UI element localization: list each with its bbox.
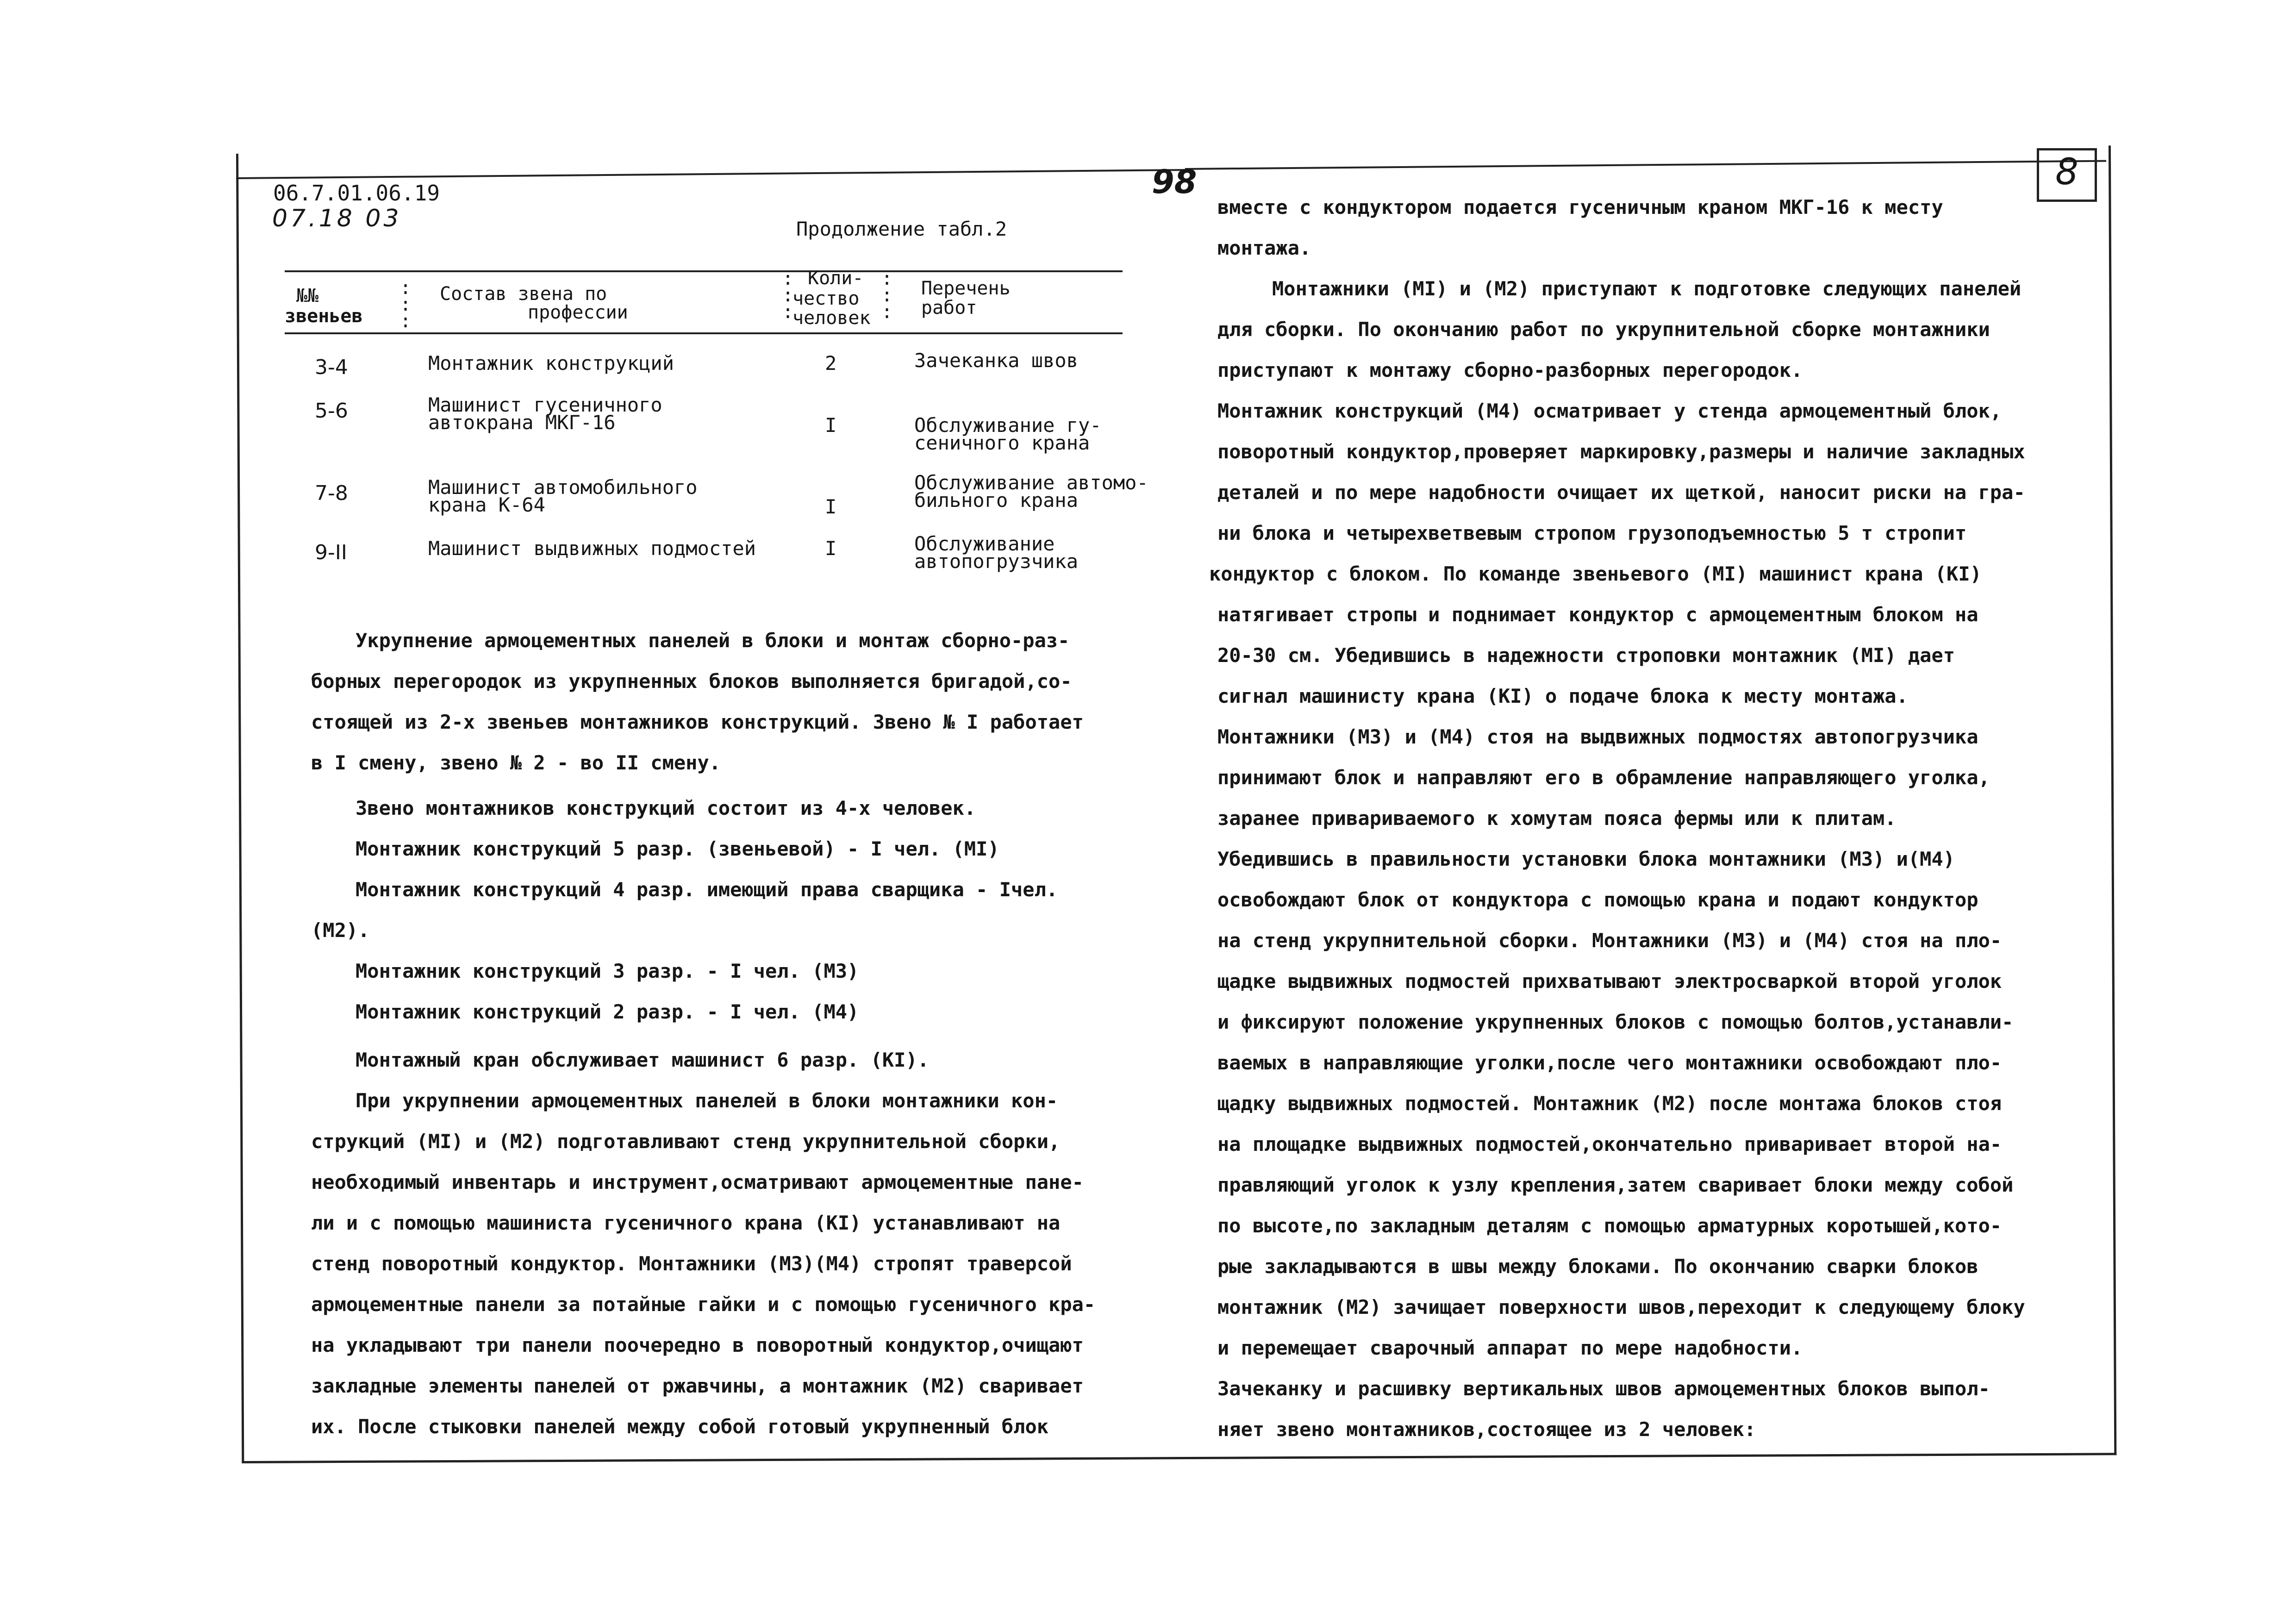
row-work: Зачеканка швов <box>914 349 1079 372</box>
header-no-line2: звеньев <box>285 306 363 327</box>
right-text-line: монтажа. <box>1217 237 1311 259</box>
left-text-line: ли и с помощью машиниста гусеничного крана (КI) устанавливают на <box>311 1212 1061 1234</box>
header-work-line2: работ <box>921 297 977 319</box>
sheet-number-box <box>2037 148 2097 202</box>
header-prof-line2: профессии <box>528 302 628 323</box>
row-work: Обслуживание гу- сеничного крана <box>914 414 1102 454</box>
right-text-line: 20-30 см. Убедившись в надежности строповки монтажник (МI) дает <box>1217 644 1955 667</box>
header-separator: : : : <box>782 268 794 323</box>
document-code-handwritten: 07.18 03 <box>272 205 402 232</box>
header-qty-line2: чество <box>792 288 860 309</box>
row-number: 7-8 <box>315 481 348 505</box>
row-number: 5-6 <box>315 399 348 423</box>
left-text-line: (М2). <box>311 919 370 942</box>
right-text-line: вместе с кондуктором подается гусеничным краном МКГ-16 к месту <box>1217 196 1943 219</box>
left-text-line: При укрупнении армоцементных панелей в блоки монтажники кон- <box>356 1089 1058 1112</box>
row-work: Обслуживание автомо- бильного крана <box>914 471 1148 512</box>
right-text-line: принимают блок и направляют его в обрамление направляющего уголка, <box>1217 766 1990 789</box>
right-text-line: Монтажник конструкций (М4) осматривает у стенда армоцементный блок, <box>1217 400 2002 422</box>
right-text-line: сигнал машинисту крана (КI) о подаче блока к месту монтажа. <box>1217 685 1908 707</box>
header-separator: : : : <box>881 268 893 323</box>
right-text-line: щадке выдвижных подмостей прихватывают электросваркой второй уголок <box>1217 970 2002 993</box>
left-text-line: необходимый инвентарь и инструмент,осматривают армоцементные пане- <box>311 1171 1084 1193</box>
right-text-line: на стенд укрупнительной сборки. Монтажники (М3) и (М4) стоя на пло- <box>1217 929 2002 952</box>
left-text-line: стоящей из 2-х звеньев монтажников конструкций. Звено № I работает <box>311 711 1084 733</box>
left-text-line: стенд поворотный кондуктор. Монтажники (М3)(М4) стропят траверсой <box>311 1252 1072 1275</box>
row-quantity: I <box>825 537 837 560</box>
row-number: 9-II <box>315 541 347 564</box>
row-profession: Монтажник конструкций <box>428 352 674 375</box>
row-quantity: I <box>825 414 837 437</box>
left-text-line: их. После стыковки панелей между собой готовый укрупненный блок <box>311 1415 1049 1438</box>
left-text-line: закладные элементы панелей от ржавчины, а монтажник (М2) сваривает <box>311 1374 1084 1397</box>
page-number: 98 <box>1152 163 1197 201</box>
row-quantity: 2 <box>825 352 837 375</box>
right-text-line: Зачеканку и расшивку вертикальных швов армоцементных блоков выпол- <box>1217 1377 1990 1400</box>
left-text-line: Монтажник конструкций 2 разр. - I чел. (М4) <box>356 1000 859 1023</box>
table-top-rule <box>285 270 1123 272</box>
right-text-line: няет звено монтажников,состоящее из 2 человек: <box>1217 1418 1756 1441</box>
left-text-line: армоцементные панели за потайные гайки и с помощью гусеничного кра- <box>311 1293 1096 1316</box>
right-text-line: приступают к монтажу сборно-разборных перегородок. <box>1217 359 1803 381</box>
right-text-line: на площадке выдвижных подмостей,окончательно приваривает второй на- <box>1217 1133 2002 1156</box>
left-text-line: Монтажник конструкций 3 разр. - I чел. (М3) <box>356 960 859 982</box>
right-text-line: правляющий уголок к узлу крепления,затем сваривает блоки между собой <box>1217 1174 2014 1196</box>
header-no-line1: №№ <box>296 285 319 306</box>
right-text-line: освобождают блок от кондуктора с помощью крана и подают кондуктор <box>1217 888 1978 911</box>
header-work-line1: Перечень <box>921 278 1011 299</box>
right-text-line: ваемых в направляющие уголки,после чего монтажники освобождают пло- <box>1217 1051 2002 1074</box>
right-text-line: ни блока и четырехветвевым стропом грузоподъемностью 5 т стропит <box>1217 522 1967 544</box>
table-title: Продолжение табл.2 <box>796 218 1007 240</box>
right-text-line: кондуктор с блоком. По команде звеньевого (МI) машинист крана (КI) <box>1209 562 1982 585</box>
left-text-line: Укрупнение армоцементных панелей в блоки и монтаж сборно-раз- <box>356 629 1070 652</box>
right-text-line: по высоте,по закладным деталям с помощью арматурных коротышей,кото- <box>1217 1214 2002 1237</box>
left-text-line: Монтажник конструкций 4 разр. имеющий права сварщика - Iчел. <box>356 878 1058 901</box>
right-text-line: щадку выдвижных подмостей. Монтажник (М2) после монтажа блоков стоя <box>1217 1092 2002 1115</box>
left-text-line: на укладывают три панели поочередно в поворотный кондуктор,очищают <box>311 1334 1084 1356</box>
row-quantity: I <box>825 495 837 518</box>
right-text-line: рые закладываются в швы между блоками. По окончанию сварки блоков <box>1217 1255 1978 1278</box>
header-separator: : : : <box>400 277 412 332</box>
left-text-line: Монтажный кран обслуживает машинист 6 разр. (КI). <box>356 1049 930 1071</box>
right-text-line: для сборки. По окончанию работ по укрупнительной сборке монтажники <box>1217 318 1990 341</box>
header-qty-line1: Коли- <box>808 268 864 289</box>
row-profession: Машинист выдвижных подмостей <box>428 537 756 560</box>
right-text-line: Монтажники (МI) и (М2) приступают к подготовке следующих панелей <box>1272 277 2021 300</box>
right-text-line: и фиксируют положение укрупненных блоков с помощью болтов,устанавли- <box>1217 1011 2014 1033</box>
header-prof-line1: Состав звена по <box>440 283 607 305</box>
sheet-number: 8 <box>2055 151 2078 193</box>
right-text-line: заранее привариваемого к хомутам пояса фермы или к плитам. <box>1217 807 1897 830</box>
left-text-line: в I смену, звено № 2 - во II смену. <box>311 751 721 774</box>
left-text-line: Монтажник конструкций 5 разр. (звеньевой) - I чел. (МI) <box>356 837 999 860</box>
right-text-line: натягивает стропы и поднимает кондуктор с армоцементным блоком на <box>1217 603 1978 626</box>
right-text-line: деталей и по мере надобности очищает их щеткой, наносит риски на гра- <box>1217 481 2025 504</box>
right-text-line: поворотный кондуктор,проверяет маркировку,размеры и наличие закладных <box>1217 440 2025 463</box>
row-work: Обслуживание автопогрузчика <box>914 532 1079 573</box>
row-number: 3-4 <box>315 356 348 379</box>
table-header-rule <box>285 332 1123 334</box>
row-profession: Машинист автомобильного крана К-64 <box>428 476 698 516</box>
row-profession: Машинист гусеничного автокрана МКГ-16 <box>428 394 662 434</box>
left-text-line: струкций (МI) и (М2) подготавливают стенд укрупнительной сборки, <box>311 1130 1061 1153</box>
left-text-line: Звено монтажников конструкций состоит из 4-х человек. <box>356 797 976 819</box>
header-qty-line3: человек <box>792 307 871 329</box>
right-text-line: монтажник (М2) зачищает поверхности швов,переходит к следующему блоку <box>1217 1296 2025 1318</box>
document-code: 06.7.01.06.19 <box>273 181 440 206</box>
right-text-line: Монтажники (М3) и (М4) стоя на выдвижных подмостях автопогрузчика <box>1217 725 1978 748</box>
right-text-line: Убедившись в правильности установки блока монтажники (М3) и(М4) <box>1217 848 1955 870</box>
left-text-line: борных перегородок из укрупненных блоков выполняется бригадой,со- <box>311 670 1072 693</box>
right-text-line: и перемещает сварочный аппарат по мере надобности. <box>1217 1337 1803 1359</box>
